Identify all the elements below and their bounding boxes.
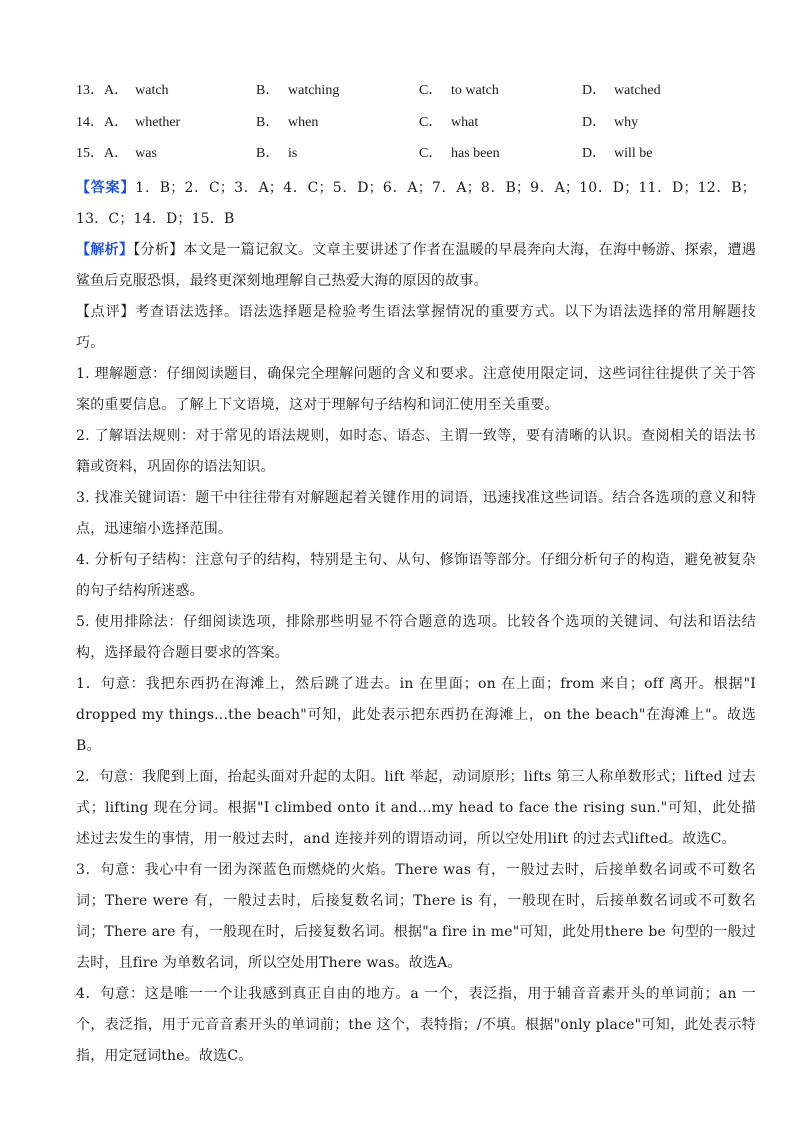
- explanation-2: 2．句意：我爬到上面，抬起头面对升起的太阳。lift 举起，动词原形；lifts 第三人称单数形式；lifted 过去式；lifting 现在分词。根据"I climbed onto it and...my head to face the rising sun."可知，此处描述过去发生的事情，用一般过去时，and 连接并列的谓语动词，所以空处用lift 的过去式lifted。故选C。: [76, 768, 756, 847]
- tip-3: 3. 找准关键词语：题干中往往带有对解题起着关键作用的词语，迅速找准这些词语。结合各选项的意义和特点，迅速缩小选择范围。: [76, 489, 756, 537]
- document-page: [76, 78, 756, 1072]
- analysis-section: [76, 235, 756, 297]
- tip-4: 4. 分析句子结构：注意句子的结构，特别是主句、从句、修饰语等部分。仔细分析句子的构造，避免被复杂的句子结构所迷惑。: [76, 551, 756, 599]
- option-b: [256, 78, 419, 110]
- tip-2: 2. 了解语法规则：对于常见的语法规则，如时态、语态、主谓一致等，要有清晰的认识。查阅相关的语法书籍或资料，巩固你的语法知识。: [76, 427, 756, 475]
- option-letter: B．: [256, 114, 280, 130]
- option-text: to watch: [451, 83, 499, 98]
- question-15: [76, 141, 756, 173]
- option-letter: C．: [419, 146, 443, 161]
- option-text: has been: [451, 146, 500, 161]
- option-letter: C．: [419, 114, 443, 130]
- tip-5: 5. 使用排除法：仔细阅读选项，排除那些明显不符合题意的选项。比较各个选项的关键词、句法和语法结构，选择最符合题目要求的答案。: [76, 613, 756, 661]
- comment-section: 【点评】考查语法选择。语法选择题是检验考生语法掌握情况的重要方式。以下为语法选择的常用解题技巧。: [76, 303, 756, 351]
- option-text: why: [614, 114, 639, 130]
- option-a: [76, 78, 256, 110]
- option-text: is: [288, 146, 298, 161]
- option-c: [419, 141, 582, 173]
- explanation-4: 4．句意：这是唯一一个让我感到真正自由的地方。a 一个，表泛指，用于辅音音素开头的单词前；an 一个，表泛指，用于元音音素开头的单词前；the 这个，表特指；/不填。根据"only place"可知，此处表示特指，用定冠词the。故选C。: [76, 985, 756, 1064]
- option-letter: D．: [582, 114, 607, 130]
- option-letter: B．: [256, 146, 280, 161]
- option-d: [582, 141, 752, 173]
- question-number: 13．: [76, 83, 104, 98]
- option-letter: C．: [419, 83, 443, 98]
- option-text: whether: [135, 114, 181, 130]
- option-text: watched: [614, 83, 661, 98]
- answer-section: [76, 173, 756, 235]
- question-number: 15．: [76, 146, 104, 161]
- option-letter: A．: [104, 83, 129, 98]
- tip-1: 1. 理解题意：仔细阅读题目，确保完全理解问题的含义和要求。注意使用限定词，这些词往往提供了关于答案的重要信息。了解上下文语境，这对于理解句子结构和词汇使用至关重要。: [76, 365, 756, 413]
- option-c: [419, 78, 582, 110]
- answer-text: 1．B；2．C；3．A；4．C；5．D；6．A；7．A；8．B；9．A；10．D；11．D；12．B；13．C；14．D；15．B: [76, 179, 756, 227]
- option-a: [76, 141, 256, 173]
- analysis-text: 【分析】本文是一篇记叙文。文章主要讲述了作者在温暖的早晨奔向大海，在海中畅游、探索，遭遇鲨鱼后克服恐惧，最终更深刻地理解自己热爱大海的原因的故事。: [76, 241, 756, 289]
- option-letter: B．: [256, 83, 280, 98]
- question-14: [76, 110, 756, 142]
- option-text: watch: [135, 83, 169, 98]
- option-d: [582, 78, 752, 110]
- option-c: [419, 110, 582, 142]
- option-text: will be: [614, 146, 653, 161]
- option-letter: A．: [104, 114, 129, 130]
- explanation-1: 1．句意：我把东西扔在海滩上，然后跳了进去。in 在里面；on 在上面；from 来自；off 离开。根据"I dropped my things...the beach"可知，此处表示把东西扔在海滩上，on the beach"在海滩上"。故选B。: [76, 675, 756, 754]
- explanation-3: 3．句意：我心中有一团为深蓝色而燃烧的火焰。There was 有，一般过去时，后接单数名词或不可数名词；There were 有，一般过去时，后接复数名词；There is 有，一般现在时，后接单数名词或不可数名词；There are 有，一般现在时，后接复数名词。根据"a fire in me"可知，此处用there be 句型的一般过去时，且fire 为单数名词，所以空处用There was。故选A。: [76, 861, 756, 971]
- option-b: [256, 110, 419, 142]
- option-text: watching: [288, 83, 340, 98]
- option-b: [256, 141, 419, 173]
- option-text: what: [451, 114, 479, 130]
- option-text: when: [288, 114, 319, 130]
- question-number: 14．: [76, 114, 104, 130]
- option-letter: A．: [104, 146, 129, 161]
- option-letter: D．: [582, 83, 607, 98]
- answer-tag: 【答案】: [76, 179, 136, 196]
- option-text: was: [135, 146, 157, 161]
- option-letter: D．: [582, 146, 607, 161]
- question-13: [76, 78, 756, 110]
- option-d: [582, 110, 752, 142]
- analysis-tag: 【解析】: [76, 241, 134, 258]
- option-a: [76, 110, 256, 142]
